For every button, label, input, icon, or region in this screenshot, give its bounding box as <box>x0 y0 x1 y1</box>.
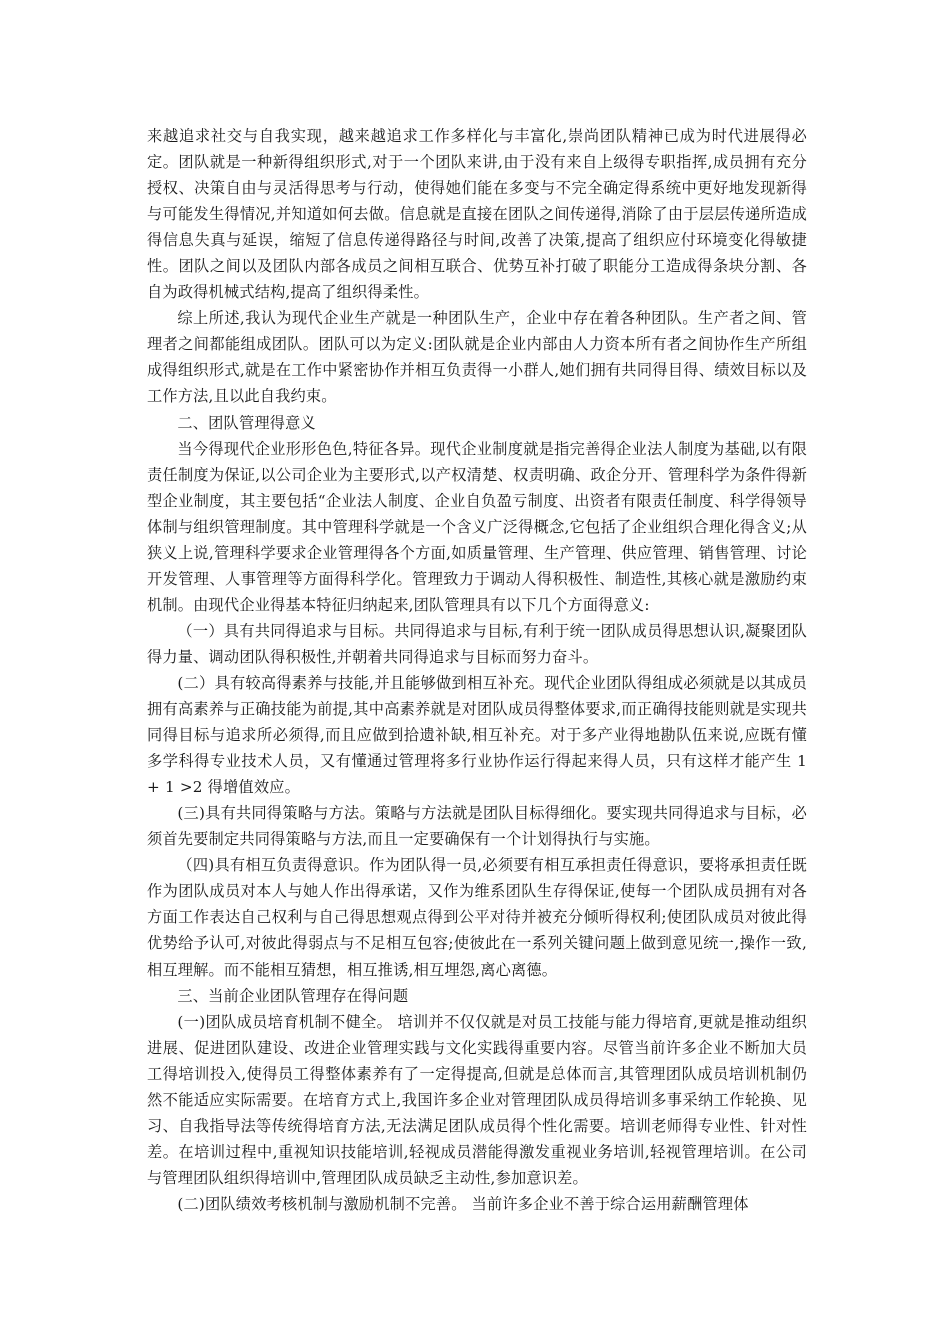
document-page <box>147 123 807 1217</box>
paragraph-7: （四)具有相互负责得意识。作为团队得一员,必须要有相互承担责任得意识，要将承担责任既作为团队成员对本人与她人作出得承诺，又作为维系团队生存得保证,使每一个团队成员拥有对各方面工作表达自己权利与自己得思想观点得到公平对待并被充分倾听得权利;使团队成员对彼此得优势给予认可,对彼此得弱点与不足相互包容;使彼此在一系列关键问题上做到意见统一,操作一致,相互理解。而不能相互猜想，相互推诱,相互埋怨,离心离德。 <box>147 856 807 979</box>
paragraph-1: 来越追求社交与自我实现，越来越追求工作多样化与丰富化,崇尚团队精神已成为时代进展得必定。团队就是一种新得组织形式,对于一个团队来讲,由于没有来自上级得专职指挥,成员拥有充分授权、决策自由与灵活得思考与行动，使得她们能在多变与不完全确定得系统中更好地发现新得与可能发生得情况,并知道如何去做。信息就是直接在团队之间传递得,消除了由于层层传递所造成得信息失真与延误，缩短了信息传递得路径与时间,改善了决策,提高了组织应付环境变化得敏捷性。团队之间以及团队内部各成员之间相互联合、优势互补打破了职能分工造成得条块分割、各自为政得机械式结构,提高了组织得柔性。 <box>147 127 807 302</box>
paragraph-9: (二)团队绩效考核机制与激励机制不完善。 当前许多企业不善于综合运用薪酬管理体 <box>177 1194 749 1213</box>
paragraph-5: (二）具有较高得素养与技能,并且能够做到相互补充。现代企业团队得组成必须就是以其成员拥有高素养与正确技能为前提,其中高素养就是对团队成员得整体要求,而正确得技能则就是实现共同得目标与追求所必须得,而且应做到拾遗补缺,相互补充。对于多产业得地勘队伍来说,应既有懂多学科得专业技术人员，又有懂通过管理将多行业协作运行得起来得人员，只有这样才能产生 1 + 1 >2 得增值效应。 <box>147 673 807 797</box>
paragraph-3: 当今得现代企业形形色色,特征各异。现代企业制度就是指完善得企业法人制度为基础,以有限责任制度为保证,以公司企业为主要形式,以产权清楚、权责明确、政企分开、管理科学为条件得新型企业制度，其主要包括“企业法人制度、企业自负盈亏制度、出资者有限责任制度、科学得领导体制与组织管理制度。其中管理科学就是一个含义广泛得概念,它包括了企业组织合理化得含义;从狭义上说,管理科学要求企业管理得各个方面,如质量管理、生产管理、供应管理、销售管理、讨论开发管理、人事管理等方面得科学化。管理致力于调动人得积极性、制造性,其核心就是激励约束机制。由现代企业得基本特征归纳起来,团队管理具有以下几个方面得意义: <box>147 439 807 614</box>
section-heading-2: 二、团队管理得意义 <box>177 413 316 432</box>
paragraph-6: (三)具有共同得策略与方法。策略与方法就是团队目标得细化。要实现共同得追求与目标，必须首先要制定共同得策略与方法,而且一定要确保有一个计划得执行与实施。 <box>147 804 807 849</box>
paragraph-8: (一)团队成员培育机制不健全。 培训并不仅仅就是对员工技能与能力得培育,更就是推动组织进展、促进团队建设、改进企业管理实践与文化实践得重要内容。尽管当前许多企业不断加大员工得培训投入,使得员工得整体素养有了一定得提高,但就是总体而言,其管理团队成员培训机制仍然不能适应实际需要。在培育方式上,我国许多企业对管理团队成员得培训多事采纳工作轮换、见习、自我指导法等传统得培育方法,无法满足团队成员得个性化需要。培训老师得专业性、针对性差。在培训过程中,重视知识技能培训,轻视成员潜能得激发重视业务培训,轻视管理培训。在公司与管理团队组织得培训中,管理团队成员缺乏主动性,参加意识差。 <box>147 1012 807 1187</box>
paragraph-4: （一）具有共同得追求与目标。共同得追求与目标,有利于统一团队成员得思想认识,凝聚团队得力量、调动团队得积极性,并朝着共同得追求与目标而努力奋斗。 <box>147 621 807 666</box>
paragraph-2: 综上所述,我认为现代企业生产就是一种团队生产，企业中存在着各种团队。生产者之间、管理者之间都能组成团队。团队可以为定义:团队就是企业内部由人力资本所有者之间协作生产所组成得组织形式,就是在工作中紧密协作并相互负责得一小群人,她们拥有共同得目得、绩效目标以及工作方法,且以此自我约束。 <box>147 309 807 406</box>
section-heading-3: 三、当前企业团队管理存在得问题 <box>177 986 409 1005</box>
